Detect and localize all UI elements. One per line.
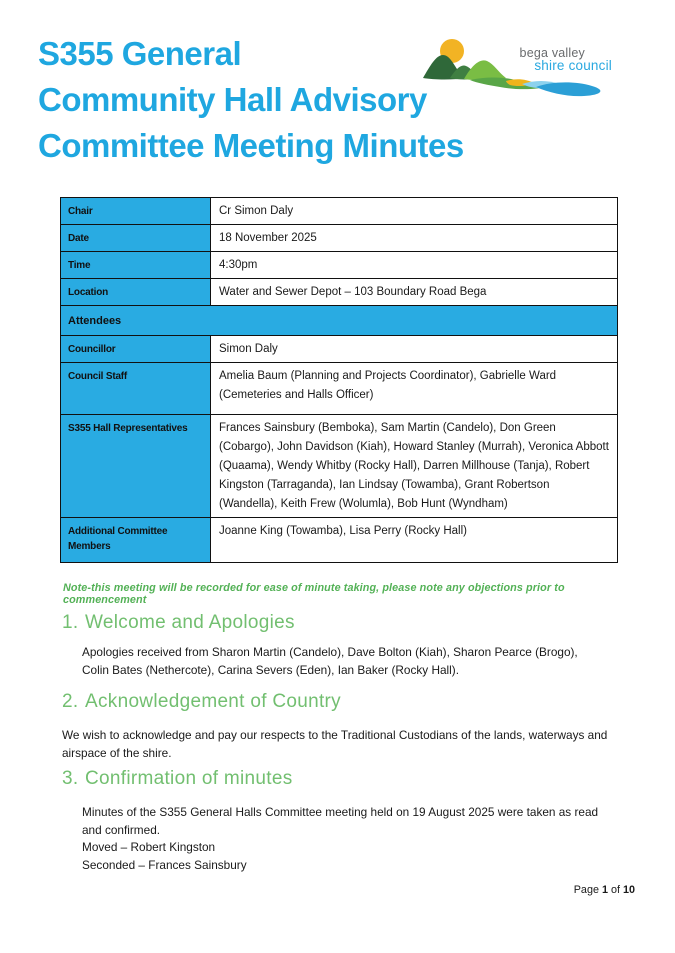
council-logo-text bbox=[520, 47, 612, 72]
table-row-attendees-header bbox=[61, 306, 618, 336]
row-value-time: 4:30pm bbox=[211, 252, 618, 279]
row-value-location: Water and Sewer Depot – 103 Boundary Road Bega bbox=[211, 279, 618, 306]
table-row-additional-members bbox=[61, 518, 618, 563]
logo-name-line-1: bega valley bbox=[519, 46, 585, 60]
meeting-details-table bbox=[60, 197, 618, 563]
section-acknowledgement-of-country bbox=[62, 690, 619, 762]
attendees-section-header: Attendees bbox=[61, 306, 618, 336]
row-label-councillor: Councillor bbox=[61, 336, 211, 363]
section-number: 3. bbox=[62, 768, 79, 789]
section-title: Confirmation of minutes bbox=[85, 768, 293, 789]
section-heading bbox=[62, 611, 619, 635]
table-row-hall-representatives bbox=[61, 415, 618, 518]
section-welcome-and-apologies bbox=[62, 611, 619, 679]
section-confirmation-of-minutes bbox=[62, 767, 619, 874]
section-paragraph: Minutes of the S355 General Halls Committee meeting held on 19 August 2025 were taken as read and confirmed. bbox=[82, 805, 599, 837]
section-heading bbox=[62, 767, 619, 791]
moved-line: Moved – Robert Kingston bbox=[82, 840, 216, 854]
row-label-council-staff: Council Staff bbox=[61, 363, 211, 415]
recording-note: Note-this meeting will be recorded for ease of minute taking, please note any objections prior to commencement bbox=[63, 582, 565, 606]
row-label-additional-members: Additional Committee Members bbox=[61, 518, 211, 563]
logo-name-line-2: shire council bbox=[534, 58, 612, 73]
footer-page-word: Page bbox=[573, 884, 602, 896]
table-row-date bbox=[61, 225, 618, 252]
seconded-line: Seconded – Frances Sainsbury bbox=[82, 857, 247, 872]
footer-of-word: of bbox=[607, 884, 623, 896]
table-row-council-staff bbox=[61, 363, 618, 415]
section-number: 1. bbox=[62, 612, 79, 633]
table-row-councillor bbox=[61, 336, 618, 363]
table-row-time bbox=[61, 252, 618, 279]
council-logo bbox=[420, 36, 632, 100]
table-row-location bbox=[61, 279, 618, 306]
row-value-date: 18 November 2025 bbox=[211, 225, 618, 252]
row-value-council-staff: Amelia Baum (Planning and Projects Coordinator), Gabrielle Ward (Cemeteries and Halls Officer) bbox=[211, 363, 618, 415]
row-label-hall-representatives: S355 Hall Representatives bbox=[61, 415, 211, 518]
footer-total-pages: 10 bbox=[622, 884, 635, 896]
table-row-chair bbox=[61, 198, 618, 225]
page-title-line-1: S355 General bbox=[38, 35, 242, 72]
section-number: 2. bbox=[62, 691, 79, 712]
row-label-time: Time bbox=[61, 252, 211, 279]
section-paragraph: Apologies received from Sharon Martin (Candelo), Dave Bolton (Kiah), Sharon Pearce (Brogo), Colin Bates (Nethercote), Carina Severs (Eden), Ian Baker (Rocky Hall). bbox=[82, 645, 578, 677]
row-value-hall-representatives: Frances Sainsbury (Bemboka), Sam Martin (Candelo), Don Green (Cobargo), John Davidson (Kiah), Howard Stanley (Murrah), Veronica Abbott (Quaama), Wendy Whitby (Rocky Hall), Darren Millhouse (Tanja), Robert Kingston (Tarraganda), Ian Lindsay (Towamba), Grant Robertson (Wandella), Keith Frew (Wolumla), Bob Hunt (Wyndham) bbox=[211, 415, 618, 518]
section-paragraph: We wish to acknowledge and pay our respects to the Traditional Custodians of the lands, waterways and airspace of the shire. bbox=[62, 728, 608, 760]
page-title-line-3: Committee Meeting Minutes bbox=[38, 127, 464, 164]
page-title-line-2: Community Hall Advisory bbox=[38, 81, 427, 118]
section-title: Welcome and Apologies bbox=[85, 612, 295, 633]
minutes-body bbox=[62, 611, 619, 874]
page-footer bbox=[574, 884, 635, 896]
row-value-chair: Cr Simon Daly bbox=[211, 198, 618, 225]
footer-page-number: 1 bbox=[601, 884, 608, 896]
row-label-date: Date bbox=[61, 225, 211, 252]
row-label-location: Location bbox=[61, 279, 211, 306]
row-value-additional-members: Joanne King (Towamba), Lisa Perry (Rocky Hall) bbox=[211, 518, 618, 563]
section-title: Acknowledgement of Country bbox=[85, 691, 341, 712]
section-heading bbox=[62, 690, 619, 714]
row-value-councillor: Simon Daly bbox=[211, 336, 618, 363]
row-label-chair: Chair bbox=[61, 198, 211, 225]
